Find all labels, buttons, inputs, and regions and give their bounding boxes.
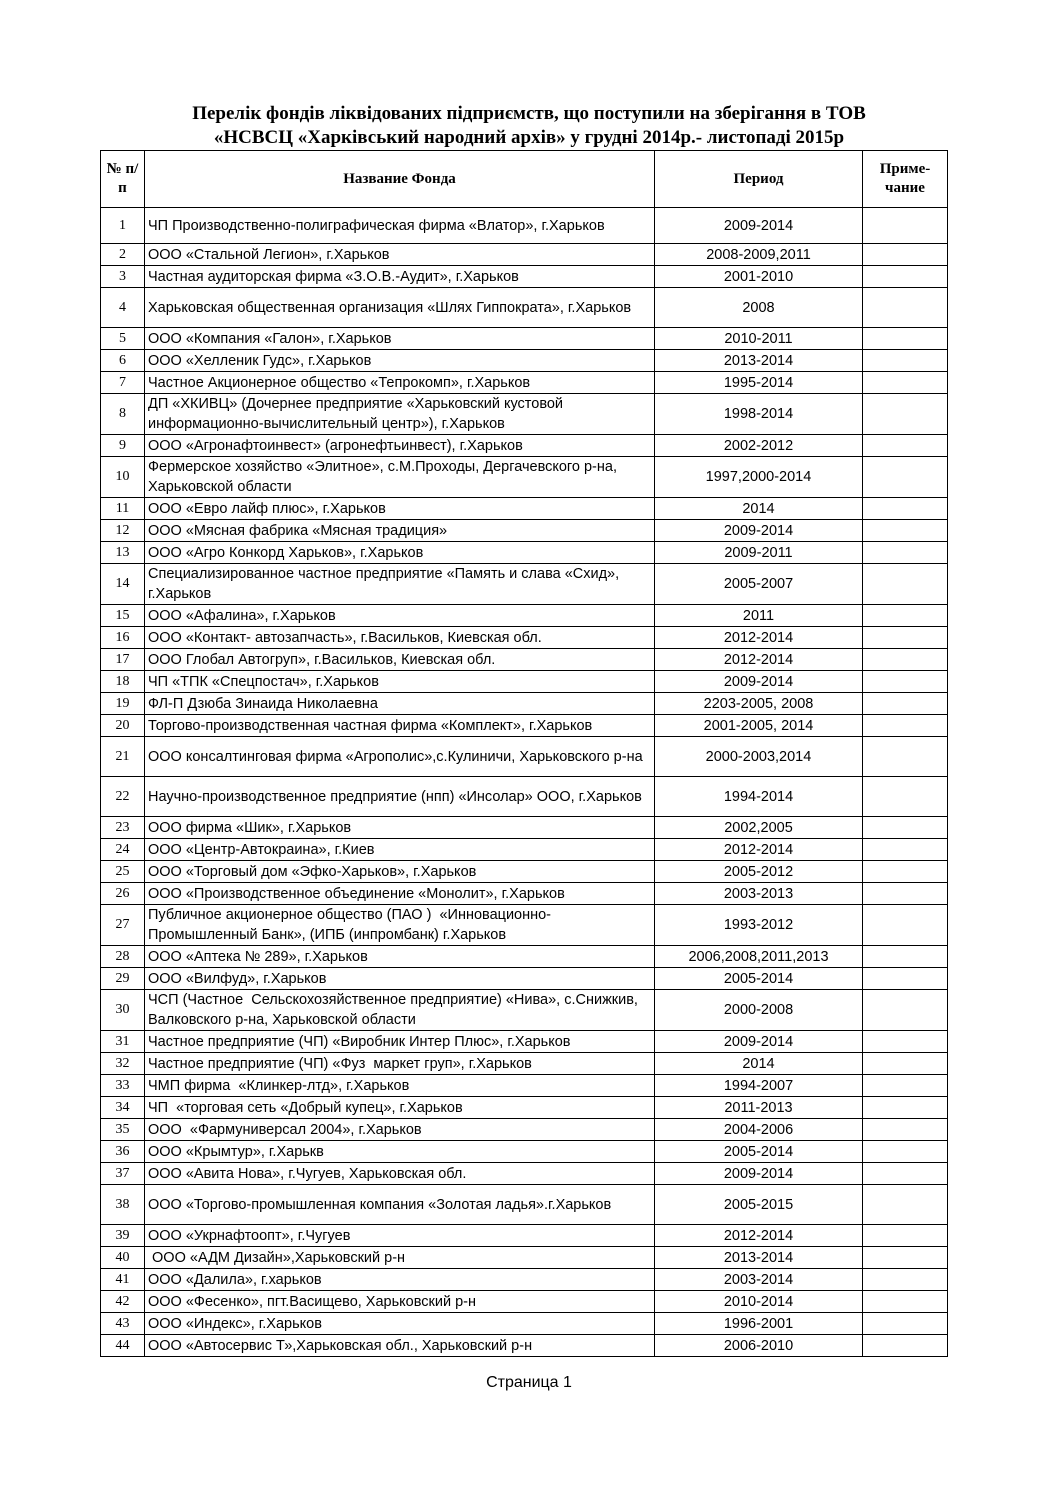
note-cell <box>863 1185 948 1225</box>
document-title-line-1: Перелік фондів ліквідованих підприємств, що поступили на зберігання в ТОВ <box>192 103 866 124</box>
row-number-cell: 18 <box>101 671 145 693</box>
fund-name-cell: Харьковская общественная организация «Шлях Гиппократа», г.Харьков <box>145 288 655 328</box>
table-row <box>101 839 948 861</box>
table-row <box>101 1185 948 1225</box>
header-number: № п/п <box>101 151 145 208</box>
fund-name-cell: ООО «Аптека № 289», г.Харьков <box>145 946 655 968</box>
table-row <box>101 1225 948 1247</box>
period-cell: 2008 <box>655 288 863 328</box>
period-cell: 2002-2012 <box>655 435 863 457</box>
note-cell <box>863 266 948 288</box>
note-cell <box>863 715 948 737</box>
period-cell: 1998-2014 <box>655 394 863 435</box>
period-cell: 2012-2014 <box>655 839 863 861</box>
note-cell <box>863 542 948 564</box>
period-cell: 2013-2014 <box>655 1247 863 1269</box>
row-number-cell: 30 <box>101 990 145 1031</box>
note-cell <box>863 1335 948 1357</box>
fund-name-cell: ООО «Производственное объединение «Монолит», г.Харьков <box>145 883 655 905</box>
fund-name-cell: ООО «Евро лайф плюс», г.Харьков <box>145 498 655 520</box>
row-number-cell: 27 <box>101 905 145 946</box>
note-cell <box>863 498 948 520</box>
table-row <box>101 1247 948 1269</box>
header-fund-name: Название Фонда <box>145 151 655 208</box>
table-row <box>101 968 948 990</box>
fund-name-cell: Публичное акционерное общество (ПАО ) «Инновационно-Промышленный Банк», (ИПБ (инпромбанк) г.Харьков <box>145 905 655 946</box>
row-number-cell: 37 <box>101 1163 145 1185</box>
row-number-cell: 43 <box>101 1313 145 1335</box>
row-number-cell: 15 <box>101 605 145 627</box>
table-row <box>101 861 948 883</box>
note-cell <box>863 1031 948 1053</box>
table-row <box>101 328 948 350</box>
table-row <box>101 737 948 777</box>
row-number-cell: 16 <box>101 627 145 649</box>
period-cell: 2009-2014 <box>655 1163 863 1185</box>
fund-name-cell: ООО «Центр-Автокраина», г.Киев <box>145 839 655 861</box>
period-cell: 1995-2014 <box>655 372 863 394</box>
fund-name-cell: Частное Акционерное общество «Тепрокомп», г.Харьков <box>145 372 655 394</box>
period-cell: 2010-2011 <box>655 328 863 350</box>
period-cell: 2013-2014 <box>655 350 863 372</box>
table-row <box>101 244 948 266</box>
period-cell: 2001-2010 <box>655 266 863 288</box>
note-cell <box>863 328 948 350</box>
fund-name-cell: ДП «ХКИВЦ» (Дочернее предприятие «Харьковский кустовой информационно-вычислительный центр»), г.Харьков <box>145 394 655 435</box>
note-cell <box>863 394 948 435</box>
table-row <box>101 564 948 605</box>
note-cell <box>863 627 948 649</box>
period-cell: 2004-2006 <box>655 1119 863 1141</box>
row-number-cell: 9 <box>101 435 145 457</box>
note-cell <box>863 350 948 372</box>
header-period: Период <box>655 151 863 208</box>
row-number-cell: 41 <box>101 1269 145 1291</box>
period-cell: 2012-2014 <box>655 1225 863 1247</box>
fund-name-cell: ООО «Афалина», г.Харьков <box>145 605 655 627</box>
period-cell: 2009-2014 <box>655 1031 863 1053</box>
note-cell <box>863 693 948 715</box>
note-cell <box>863 1163 948 1185</box>
row-number-cell: 24 <box>101 839 145 861</box>
table-row <box>101 394 948 435</box>
note-cell <box>863 1269 948 1291</box>
note-cell <box>863 649 948 671</box>
table-row <box>101 350 948 372</box>
row-number-cell: 7 <box>101 372 145 394</box>
fund-name-cell: Торгово-производственная частная фирма «Комплект», г.Харьков <box>145 715 655 737</box>
period-cell: 2005-2014 <box>655 968 863 990</box>
fund-name-cell: ООО «Агронафтоинвест» (агронефтьинвест), г.Харьков <box>145 435 655 457</box>
row-number-cell: 25 <box>101 861 145 883</box>
row-number-cell: 22 <box>101 777 145 817</box>
note-cell <box>863 817 948 839</box>
fund-name-cell: Частное предприятие (ЧП) «Фуз маркет груп», г.Харьков <box>145 1053 655 1075</box>
table-row <box>101 1269 948 1291</box>
fund-name-cell: ООО «Далила», г.харьков <box>145 1269 655 1291</box>
table-row <box>101 605 948 627</box>
fund-name-cell: ЧМП фирма «Клинкер-лтд», г.Харьков <box>145 1075 655 1097</box>
fund-name-cell: Частная аудиторская фирма «З.О.В.-Аудит», г.Харьков <box>145 266 655 288</box>
fund-name-cell: ООО «Фармуниверсал 2004», г.Харьков <box>145 1119 655 1141</box>
fund-name-cell: ООО «Мясная фабрика «Мясная традиция» <box>145 520 655 542</box>
note-cell <box>863 1075 948 1097</box>
header-note: Приме-чание <box>863 151 948 208</box>
note-cell <box>863 861 948 883</box>
period-cell: 2000-2008 <box>655 990 863 1031</box>
period-cell: 2005-2012 <box>655 861 863 883</box>
note-cell <box>863 208 948 244</box>
row-number-cell: 26 <box>101 883 145 905</box>
fund-name-cell: ООО «Торговый дом «Эфко-Харьков», г.Харьков <box>145 861 655 883</box>
fund-name-cell: ООО «Торгово-промышленная компания «Золотая ладья».г.Харьков <box>145 1185 655 1225</box>
fund-name-cell: ООО фирма «Шик», г.Харьков <box>145 817 655 839</box>
table-row <box>101 1335 948 1357</box>
period-cell: 2002,2005 <box>655 817 863 839</box>
funds-table <box>100 150 948 1357</box>
table-row <box>101 817 948 839</box>
row-number-cell: 38 <box>101 1185 145 1225</box>
row-number-cell: 35 <box>101 1119 145 1141</box>
table-row <box>101 1097 948 1119</box>
row-number-cell: 33 <box>101 1075 145 1097</box>
period-cell: 2008-2009,2011 <box>655 244 863 266</box>
fund-name-cell: ООО консалтинговая фирма «Агрополис»,с.Кулиничи, Харьковского р-на <box>145 737 655 777</box>
fund-name-cell: ФЛ-П Дзюба Зинаида Николаевна <box>145 693 655 715</box>
period-cell: 2011 <box>655 605 863 627</box>
table-row <box>101 1119 948 1141</box>
row-number-cell: 17 <box>101 649 145 671</box>
note-cell <box>863 435 948 457</box>
table-row <box>101 693 948 715</box>
row-number-cell: 34 <box>101 1097 145 1119</box>
table-row <box>101 1075 948 1097</box>
table-row <box>101 627 948 649</box>
table-row <box>101 266 948 288</box>
period-cell: 2009-2014 <box>655 520 863 542</box>
note-cell <box>863 605 948 627</box>
fund-name-cell: ЧП «ТПК «Спецпостач», г.Харьков <box>145 671 655 693</box>
row-number-cell: 8 <box>101 394 145 435</box>
fund-name-cell: Научно-производственное предприятие (нпп) «Инсолар» ООО, г.Харьков <box>145 777 655 817</box>
row-number-cell: 14 <box>101 564 145 605</box>
period-cell: 2203-2005, 2008 <box>655 693 863 715</box>
note-cell <box>863 1053 948 1075</box>
note-cell <box>863 1141 948 1163</box>
table-row <box>101 1291 948 1313</box>
row-number-cell: 29 <box>101 968 145 990</box>
table-header-row <box>101 151 948 208</box>
note-cell <box>863 372 948 394</box>
table-row <box>101 649 948 671</box>
fund-name-cell: ООО «АДМ Дизайн»,Харьковский р-н <box>145 1247 655 1269</box>
fund-name-cell: ЧП Производственно-полиграфическая фирма «Влатор», г.Харьков <box>145 208 655 244</box>
row-number-cell: 1 <box>101 208 145 244</box>
table-row <box>101 435 948 457</box>
table-row <box>101 671 948 693</box>
note-cell <box>863 1291 948 1313</box>
period-cell: 1993-2012 <box>655 905 863 946</box>
row-number-cell: 44 <box>101 1335 145 1357</box>
table-row <box>101 1031 948 1053</box>
row-number-cell: 39 <box>101 1225 145 1247</box>
row-number-cell: 32 <box>101 1053 145 1075</box>
row-number-cell: 6 <box>101 350 145 372</box>
row-number-cell: 10 <box>101 457 145 498</box>
period-cell: 2014 <box>655 1053 863 1075</box>
period-cell: 1994-2014 <box>655 777 863 817</box>
period-cell: 2005-2007 <box>655 564 863 605</box>
page-number: Страница 1 <box>486 1374 572 1391</box>
note-cell <box>863 520 948 542</box>
row-number-cell: 19 <box>101 693 145 715</box>
period-cell: 1994-2007 <box>655 1075 863 1097</box>
row-number-cell: 5 <box>101 328 145 350</box>
note-cell <box>863 968 948 990</box>
note-cell <box>863 244 948 266</box>
table-row <box>101 1141 948 1163</box>
fund-name-cell: ООО «Хелленик Гудс», г.Харьков <box>145 350 655 372</box>
fund-name-cell: ООО «Автосервис Т»,Харьковская обл., Харьковский р-н <box>145 1335 655 1357</box>
table-row <box>101 777 948 817</box>
period-cell: 2006-2010 <box>655 1335 863 1357</box>
period-cell: 2001-2005, 2014 <box>655 715 863 737</box>
row-number-cell: 36 <box>101 1141 145 1163</box>
period-cell: 2005-2014 <box>655 1141 863 1163</box>
fund-name-cell: ООО «Индекс», г.Харьков <box>145 1313 655 1335</box>
table-row <box>101 288 948 328</box>
period-cell: 2000-2003,2014 <box>655 737 863 777</box>
row-number-cell: 21 <box>101 737 145 777</box>
row-number-cell: 2 <box>101 244 145 266</box>
row-number-cell: 3 <box>101 266 145 288</box>
note-cell <box>863 777 948 817</box>
row-number-cell: 28 <box>101 946 145 968</box>
row-number-cell: 20 <box>101 715 145 737</box>
note-cell <box>863 883 948 905</box>
fund-name-cell: ООО «Вилфуд», г.Харьков <box>145 968 655 990</box>
fund-name-cell: ЧСП (Частное Сельскохозяйственное предприятие) «Нива», с.Снижкив, Валковского р-на, Харьковской области <box>145 990 655 1031</box>
note-cell <box>863 1313 948 1335</box>
fund-name-cell: Частное предприятие (ЧП) «Виробник Интер Плюс», г.Харьков <box>145 1031 655 1053</box>
note-cell <box>863 671 948 693</box>
table-row <box>101 883 948 905</box>
period-cell: 2009-2011 <box>655 542 863 564</box>
note-cell <box>863 1119 948 1141</box>
table-row <box>101 1313 948 1335</box>
note-cell <box>863 839 948 861</box>
note-cell <box>863 1225 948 1247</box>
period-cell: 2009-2014 <box>655 208 863 244</box>
period-cell: 2009-2014 <box>655 671 863 693</box>
table-row <box>101 208 948 244</box>
fund-name-cell: ООО «Стальной Легион», г.Харьков <box>145 244 655 266</box>
table-row <box>101 372 948 394</box>
period-cell: 2012-2014 <box>655 627 863 649</box>
period-cell: 1996-2001 <box>655 1313 863 1335</box>
document-title-line-2: «НСВСЦ «Харківський народний архів» у грудні 2014р.- листопаді 2015р <box>213 127 845 148</box>
table-body <box>101 208 948 1357</box>
period-cell: 2006,2008,2011,2013 <box>655 946 863 968</box>
table-row <box>101 715 948 737</box>
row-number-cell: 13 <box>101 542 145 564</box>
table-row <box>101 946 948 968</box>
note-cell <box>863 905 948 946</box>
period-cell: 2010-2014 <box>655 1291 863 1313</box>
fund-name-cell: Фермерское хозяйство «Элитное», с.М.Проходы, Дергачевского р-на, Харьковской области <box>145 457 655 498</box>
table-row <box>101 542 948 564</box>
row-number-cell: 23 <box>101 817 145 839</box>
period-cell: 2014 <box>655 498 863 520</box>
period-cell: 2012-2014 <box>655 649 863 671</box>
table-row <box>101 520 948 542</box>
table-row <box>101 498 948 520</box>
fund-name-cell: ООО «Контакт- автозапчасть», г.Васильков, Киевская обл. <box>145 627 655 649</box>
row-number-cell: 4 <box>101 288 145 328</box>
row-number-cell: 42 <box>101 1291 145 1313</box>
note-cell <box>863 990 948 1031</box>
document-title <box>0 102 1058 150</box>
table-row <box>101 1163 948 1185</box>
note-cell <box>863 288 948 328</box>
note-cell <box>863 564 948 605</box>
period-cell: 2011-2013 <box>655 1097 863 1119</box>
table-row <box>101 905 948 946</box>
note-cell <box>863 946 948 968</box>
note-cell <box>863 737 948 777</box>
table-row <box>101 457 948 498</box>
fund-name-cell: ООО «Авита Нова», г.Чугуев, Харьковская обл. <box>145 1163 655 1185</box>
row-number-cell: 12 <box>101 520 145 542</box>
fund-name-cell: ООО «Крымтур», г.Харькв <box>145 1141 655 1163</box>
row-number-cell: 40 <box>101 1247 145 1269</box>
fund-name-cell: Специализированное частное предприятие «Память и слава «Схид», г.Харьков <box>145 564 655 605</box>
period-cell: 2003-2014 <box>655 1269 863 1291</box>
note-cell <box>863 1097 948 1119</box>
row-number-cell: 11 <box>101 498 145 520</box>
fund-name-cell: ООО «Агро Конкорд Харьков», г.Харьков <box>145 542 655 564</box>
fund-name-cell: ЧП «торговая сеть «Добрый купец», г.Харьков <box>145 1097 655 1119</box>
fund-name-cell: ООО «Компания «Галон», г.Харьков <box>145 328 655 350</box>
fund-name-cell: ООО «Укрнафтоопт», г.Чугуев <box>145 1225 655 1247</box>
note-cell <box>863 457 948 498</box>
fund-name-cell: ООО Глобал Автогруп», г.Васильков, Киевская обл. <box>145 649 655 671</box>
table-row <box>101 990 948 1031</box>
period-cell: 2003-2013 <box>655 883 863 905</box>
note-cell <box>863 1247 948 1269</box>
fund-name-cell: ООО «Фесенко», пгт.Васищево, Харьковский р-н <box>145 1291 655 1313</box>
period-cell: 1997,2000-2014 <box>655 457 863 498</box>
row-number-cell: 31 <box>101 1031 145 1053</box>
table-row <box>101 1053 948 1075</box>
period-cell: 2005-2015 <box>655 1185 863 1225</box>
